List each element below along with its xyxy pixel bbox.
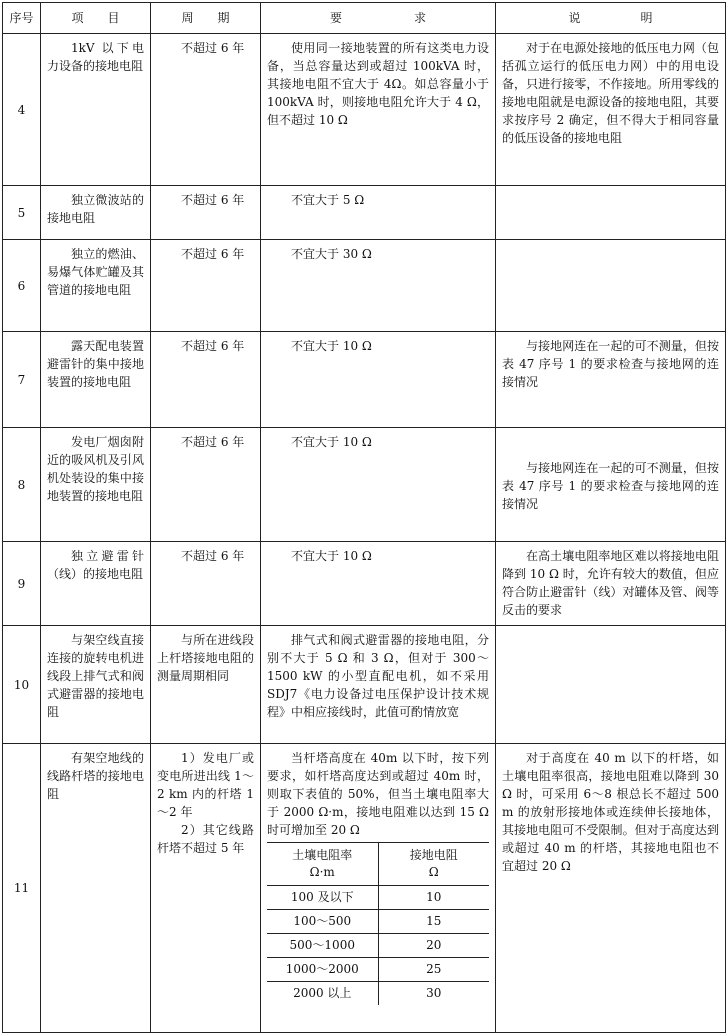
row-requirement — [261, 240, 496, 332]
subtable-row — [267, 886, 489, 910]
subtable-row — [267, 982, 489, 1006]
item-text: 与架空线直接连接的旋转电机进线段上排气式和阀式避雷器的接地电阻 — [47, 633, 144, 719]
row-item — [41, 626, 151, 744]
note-text: 与接地网连在一起的可不测量，但按表 47 序号 1 的要求检查与接地网的连接情况 — [502, 339, 719, 389]
period-text: 不超过 6 年 — [181, 247, 245, 261]
subtable-row — [267, 910, 489, 934]
item-text: 1kV 以下电力设备的接地电阻 — [47, 41, 144, 73]
subtable-header-resistance: 接地电阻 Ω — [378, 843, 489, 886]
item-text: 独立微波站的接地电阻 — [47, 193, 144, 225]
header-no: 序号 — [3, 3, 41, 34]
row-note — [496, 332, 726, 428]
subtable-cell: 20 — [378, 934, 489, 958]
subtable-cell: 10 — [378, 886, 489, 910]
row-item — [41, 542, 151, 626]
soil-resistivity-subtable — [267, 842, 489, 1005]
subtable-cell: 100 及以下 — [267, 886, 378, 910]
grounding-resistance-table — [2, 2, 726, 1033]
subtable-cell: 1000～2000 — [267, 958, 378, 982]
row-item — [41, 34, 151, 186]
table-row — [3, 626, 726, 744]
subtable-header-resistivity: 土壤电阻率 Ω·m — [267, 843, 378, 886]
row-no: 11 — [3, 744, 41, 1033]
subtable-cell: 500～1000 — [267, 934, 378, 958]
row-note — [496, 34, 726, 186]
requirement-text: 排气式和阀式避雷器的接地电阻，分别不大于 5 Ω 和 3 Ω，但对于 300～1500 kW 的小型直配电机，如不采用 SDJ7《电力设备过电压保护设计技术规程》中相应接线时，此值可酌情放宽 — [267, 633, 489, 719]
row-requirement — [261, 542, 496, 626]
period-text: 不超过 6 年 — [181, 339, 245, 353]
note-text: 与接地网连在一起的可不测量，但按表 47 序号 1 的要求检查与接地网的连接情况 — [502, 461, 719, 511]
row-no: 4 — [3, 34, 41, 186]
period-text: 不超过 6 年 — [181, 435, 245, 449]
subtable-cell: 2000 以上 — [267, 982, 378, 1006]
row-no: 8 — [3, 428, 41, 542]
row-period — [151, 744, 261, 1033]
row-requirement — [261, 744, 496, 1033]
table-row — [3, 542, 726, 626]
row-item — [41, 186, 151, 240]
requirement-text: 当杆塔高度在 40m 以下时，按下列要求，如杆塔高度达到或超过 40m 时，则取下表值的 50%，但当土壤电阻率大于 2000 Ω·m，接地电阻难以达到 15 Ω 时可增加至 20 Ω — [267, 751, 489, 837]
table-row — [3, 332, 726, 428]
row-no: 6 — [3, 240, 41, 332]
row-no: 9 — [3, 542, 41, 626]
subtable-row — [267, 934, 489, 958]
row-note — [496, 428, 726, 542]
requirement-text: 不宜大于 30 Ω — [291, 247, 372, 261]
period-line-1: 1）发电厂或变电所进出线 1～2 km 内的杆塔 1～2 年 — [157, 751, 254, 819]
row-note — [496, 186, 726, 240]
row-note — [496, 626, 726, 744]
row-period — [151, 34, 261, 186]
period-text: 不超过 6 年 — [181, 193, 245, 207]
item-text: 独立的燃油、易爆气体贮罐及其管道的接地电阻 — [47, 247, 144, 297]
table-row — [3, 240, 726, 332]
row-requirement — [261, 186, 496, 240]
row-period — [151, 186, 261, 240]
subtable-cell: 100～500 — [267, 910, 378, 934]
row-item — [41, 744, 151, 1033]
note-text: 在高土壤电阻率地区难以将接地电阻降到 10 Ω 时，允许有较大的数值，但应符合防止避雷针（线）对罐体及管、阀等反击的要求 — [502, 549, 719, 617]
row-period — [151, 332, 261, 428]
subtable-cell: 30 — [426, 986, 442, 1000]
row-period — [151, 542, 261, 626]
row-period — [151, 626, 261, 744]
row-requirement — [261, 332, 496, 428]
header-item: 项 目 — [41, 3, 151, 34]
table-row — [3, 744, 726, 1033]
row-requirement — [261, 626, 496, 744]
table-row — [3, 34, 726, 186]
row-note — [496, 744, 726, 1033]
row-no: 5 — [3, 186, 41, 240]
header-period: 周 期 — [151, 3, 261, 34]
requirement-text: 不宜大于 10 Ω — [291, 549, 372, 563]
subtable-cell: 25 — [378, 958, 489, 982]
header-requirement: 要 求 — [261, 3, 496, 34]
table-header-row — [3, 3, 726, 34]
row-period — [151, 428, 261, 542]
row-note — [496, 542, 726, 626]
row-requirement — [261, 428, 496, 542]
period-text: 与所在进线段上杆塔接地电阻的测量周期相同 — [157, 633, 254, 683]
row-no: 7 — [3, 332, 41, 428]
row-no: 10 — [3, 626, 41, 744]
item-text: 有架空地线的线路杆塔的接地电阻 — [47, 751, 144, 801]
requirement-text: 不宜大于 5 Ω — [291, 193, 365, 207]
requirement-text: 不宜大于 10 Ω — [291, 339, 372, 353]
row-note — [496, 240, 726, 332]
note-text: 对于在电源处接地的低压电力网（包括孤立运行的低压电力网）中的用电设备，只进行接零，不作接地。所用零线的接地电阻就是电源设备的接地电阻，其要求按序号 2 确定，但不得大于相同容量的低压设备的接地电阻 — [502, 41, 719, 145]
row-item — [41, 332, 151, 428]
table-row — [3, 428, 726, 542]
requirement-text: 不宜大于 10 Ω — [291, 435, 372, 449]
subtable-cell: 15 — [378, 910, 489, 934]
table-row — [3, 186, 726, 240]
item-text: 发电厂烟囱附近的吸风机及引风机处装设的集中接地装置的接地电阻 — [47, 435, 144, 503]
header-note: 说 明 — [496, 3, 726, 34]
row-item — [41, 240, 151, 332]
row-requirement — [261, 34, 496, 186]
period-line-2: 2）其它线路杆塔不超过 5 年 — [157, 823, 254, 855]
requirement-text: 使用同一接地装置的所有这类电力设备，当总容量达到或超过 100kVA 时，其接地电阻不宜大于 4Ω。如总容量小于 100kVA 时，则接地电阻允许大于 4 Ω，但不超过 10 Ω — [267, 41, 489, 127]
item-text: 独立避雷针（线）的接地电阻 — [47, 549, 144, 581]
item-text: 露天配电装置避雷针的集中接地装置的接地电阻 — [47, 339, 144, 389]
period-text: 不超过 6 年 — [181, 41, 245, 55]
row-item — [41, 428, 151, 542]
subtable-header-row — [267, 843, 489, 886]
subtable-row — [267, 958, 489, 982]
period-text: 不超过 6 年 — [181, 549, 245, 563]
row-period — [151, 240, 261, 332]
note-text: 对于高度在 40 m 以下的杆塔，如土壤电阻率很高，接地电阻难以降到 30 Ω 时，可采用 6～8 根总长不超过 500 m 的放射形接地体或连续伸长接地体，其接地电阻可不受限制。但对于高度达到或超过 40 m 的杆塔，其接地电阻也不宜超过 20 Ω — [502, 751, 719, 873]
